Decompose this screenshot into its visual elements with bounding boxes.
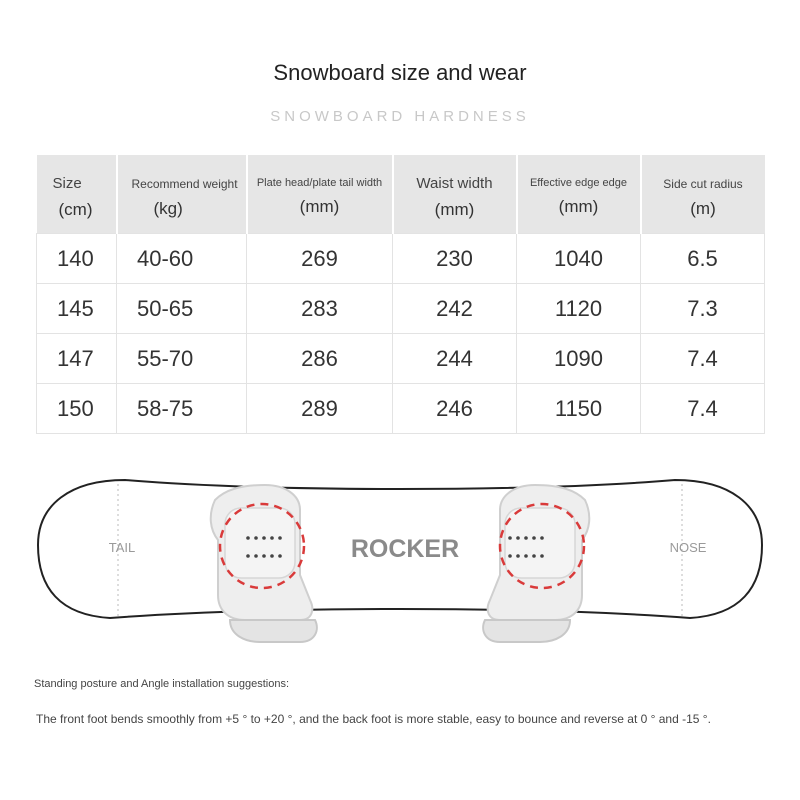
header-weight-label: Recommend weight — [131, 177, 238, 191]
table-cell: 1040 — [517, 234, 641, 284]
header-plate-width-unit: (mm) — [299, 197, 340, 216]
table-cell: 269 — [247, 234, 393, 284]
header-side-cut — [641, 155, 765, 234]
table-row — [37, 384, 765, 434]
table-cell: 283 — [247, 284, 393, 334]
rocker-label: ROCKER — [350, 535, 460, 563]
header-waist-width-label: Waist width — [416, 175, 493, 192]
header-waist-width-unit: (mm) — [434, 200, 475, 219]
table-header-row — [37, 155, 765, 234]
table-cell: 55-70 — [117, 334, 247, 384]
rear-binding — [211, 485, 317, 642]
table-cell: 1150 — [517, 384, 641, 434]
snowboard-diagram — [30, 470, 770, 660]
header-plate-width-label: Plate head/plate tail width — [256, 177, 383, 189]
table-cell: 150 — [37, 384, 117, 434]
header-side-cut-unit: (m) — [690, 199, 716, 218]
table-cell: 7.4 — [641, 334, 765, 384]
table-cell: 7.4 — [641, 384, 765, 434]
table-cell: 289 — [247, 384, 393, 434]
front-binding — [483, 485, 589, 642]
table-cell: 50-65 — [117, 284, 247, 334]
header-effective-edge-unit: (mm) — [558, 197, 599, 216]
header-effective-edge — [517, 155, 641, 234]
header-plate-width — [247, 155, 393, 234]
header-effective-edge-label: Effective edge edge — [529, 177, 628, 189]
table-cell: 244 — [393, 334, 517, 384]
table-cell: 246 — [393, 384, 517, 434]
page-subtitle: SNOWBOARD HARDNESS — [270, 108, 530, 125]
table-cell: 58-75 — [117, 384, 247, 434]
table-cell: 242 — [393, 284, 517, 334]
table-row — [37, 284, 765, 334]
nose-label: NOSE — [669, 540, 707, 555]
table-cell: 1120 — [517, 284, 641, 334]
installation-suggestions-body: The front foot bends smoothly from +5 ° to +20 °, and the back foot is more stable, easy to bounce and reverse at 0 ° and -15 °. — [36, 712, 711, 726]
table-cell: 140 — [37, 234, 117, 284]
table-row — [37, 334, 765, 384]
header-size — [37, 155, 117, 234]
header-weight-unit: (kg) — [153, 199, 183, 218]
tail-label: TAIL — [108, 540, 136, 555]
table-row — [37, 234, 765, 284]
table-cell: 230 — [393, 234, 517, 284]
table-cell: 7.3 — [641, 284, 765, 334]
table-cell: 40-60 — [117, 234, 247, 284]
size-table — [36, 155, 765, 434]
header-side-cut-label: Side cut radius — [663, 177, 743, 191]
table-cell: 6.5 — [641, 234, 765, 284]
header-weight — [117, 155, 247, 234]
header-size-unit: (cm) — [58, 200, 93, 219]
installation-suggestions-title: Standing posture and Angle installation suggestions: — [34, 678, 290, 690]
header-waist-width — [393, 155, 517, 234]
page-title: Snowboard size and wear — [273, 60, 527, 85]
table-cell: 286 — [247, 334, 393, 384]
header-size-label: Size — [52, 175, 82, 192]
table-cell: 145 — [37, 284, 117, 334]
table-cell: 147 — [37, 334, 117, 384]
table-cell: 1090 — [517, 334, 641, 384]
